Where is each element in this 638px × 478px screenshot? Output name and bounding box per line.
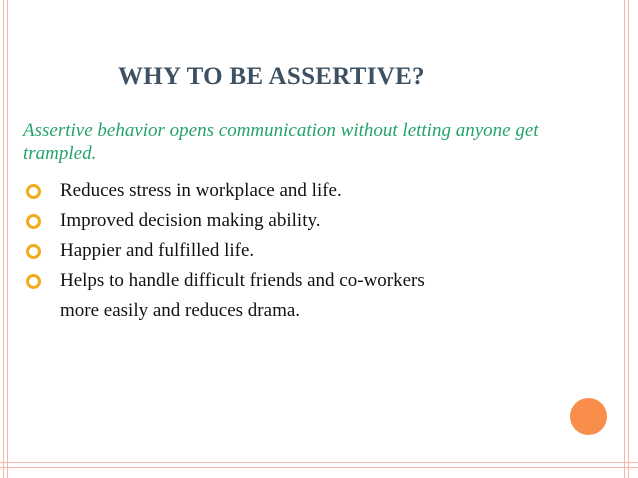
bullet-item xyxy=(26,176,425,206)
left-border-outer xyxy=(3,0,4,478)
bullet-item xyxy=(26,206,425,236)
accent-circle xyxy=(570,398,607,435)
bullet-continuation-text: more easily and reduces drama. xyxy=(60,300,301,321)
bullet-item xyxy=(26,266,425,326)
bullet-item xyxy=(26,236,425,266)
slide-title: WHY TO BE ASSERTIVE? xyxy=(118,63,425,90)
bullet-list xyxy=(26,176,425,326)
ring-bullet-icon xyxy=(26,214,41,229)
right-border-inner xyxy=(628,0,629,478)
left-border-inner xyxy=(7,0,8,478)
bottom-border-2 xyxy=(0,467,638,468)
bottom-border-1 xyxy=(0,462,638,463)
ring-bullet-icon xyxy=(26,274,41,289)
ring-bullet-icon xyxy=(26,184,41,199)
ring-bullet-icon xyxy=(26,244,41,259)
bullet-text: Helps to handle difficult friends and co-workers xyxy=(60,270,425,291)
bullet-text: Improved decision making ability. xyxy=(60,210,321,231)
right-border-outer xyxy=(624,0,625,478)
bullet-text: Happier and fulfilled life. xyxy=(60,240,255,261)
slide-subtitle: Assertive behavior opens communication without letting anyone get trampled. xyxy=(23,120,539,164)
bullet-text: Reduces stress in workplace and life. xyxy=(60,180,342,201)
